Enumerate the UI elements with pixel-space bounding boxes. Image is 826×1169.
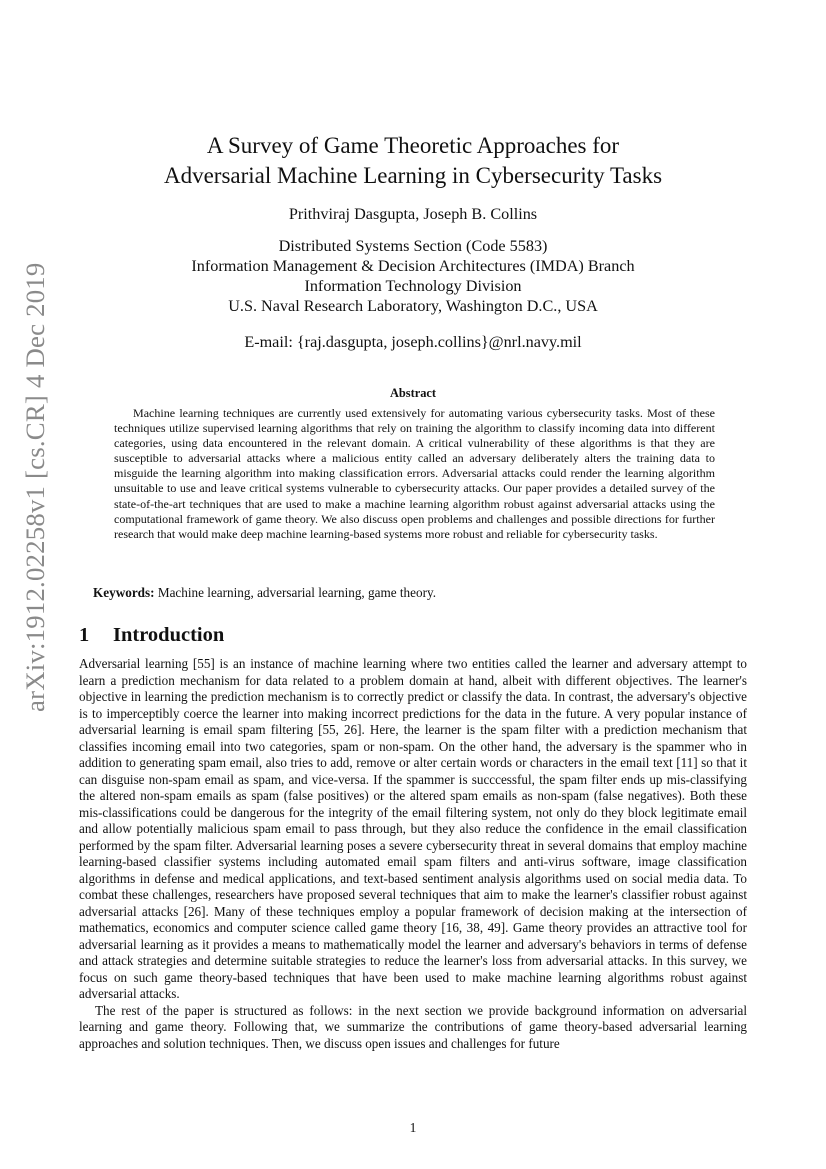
affiliation-line: U.S. Naval Research Laboratory, Washington D.C., USA [228, 297, 598, 315]
body-paragraph: The rest of the paper is structured as follows: in the next section we provide background information on adversarial learning and game theory. Following that, we summarize the contributions of game theory-based adversarial learning approaches and solution techniques. Then, we discuss open issues and challenges for future [79, 1002, 747, 1051]
body-paragraph: Adversarial learning [55] is an instance of machine learning where two entities called the learner and adversary attempt to learn a prediction mechanism for data related to a problem domain at hand, albeit with different objectives. The learner's objective in learning the prediction mechanism is to correctly predict or classify the data. In contrast, the adversary's objective is to imperceptibly coerce the learner into making incorrect predictions for the data in the future. A very popular instance of adversarial learning is email spam filtering [55, 26]. Here, the learner is the spam filter with a prediction mechanism that classifies incoming email into two categories, spam or non-spam. On the other hand, the adversary is the spammer who in addition to generating spam email, also tries to add, remove or alter certain words or characters in the email text [11] so that it can disguise non-spam email as spam, and vice-versa. If the spammer is succcessful, the spam filter ends up mis-classifying the altered non-spam emails as spam (false positives) or the altered spam emails as non-spam (false negatives). Both these mis-classifications could be dangerous for the integrity of the email filtering system, not only do they block legitimate email and allow potentially malicious spam email to pass through, but they also reduce the confidence in the email classification performed by the spam filter. Adversarial learning poses a severe cybersecurity threat in several domains that employ machine learning-based classifier systems including automated email spam filters and anti-virus software, image classification algorithms in defense and medical applications, and text-based sentiment analysis algorithms used on social media data. To combat these challenges, researchers have proposed several techniques that aim to make the learner's classifier robust against adversarial attacks [26]. Many of these techniques employ a popular framework of decision making at the intersection of mathematics, economics and computer science called game theory [16, 38, 49]. Game theory provides an attractive tool for adversarial learning as it provides a means to mathematically model the learner and adversary's behaviors in terms of defense and attack strategies and determine suitable strategies to reduce the learner's loss from adversarial attacks. In this survey, we focus on such game theory-based techniques that have been used to make machine learning algorithms robust against adversarial attacks. [79, 656, 747, 1001]
keywords-label: Keywords: [93, 585, 155, 600]
author-list: Prithviraj Dasgupta, Joseph B. Collins [288, 205, 538, 223]
affiliation-line: Distributed Systems Section (Code 5583) [278, 237, 548, 255]
section-number: 1 [79, 624, 90, 646]
keywords-text: Machine learning, adversarial learning, game theory. [157, 585, 437, 600]
section-body [79, 656, 747, 1052]
affiliation-block [0, 236, 826, 316]
arxiv-identifier-text: arXiv:1912.02258v1 [cs.CR] 4 Dec 2019 [20, 262, 50, 712]
section-title: Introduction [113, 624, 225, 646]
abstract-text: Machine learning techniques are currently used extensively for automating various cybersecurity tasks. Most of these techniques utilize supervised learning algorithms that rely on training the algorithm to classify incoming data into different categories, using data encountered in the relevant domain. A critical vulnerability of these algorithms is that they are susceptible to adversarial attacks where a malicious entity called an adversary deliberately alters the training data to misguide the learning algorithm into making classification errors. Adversarial attacks could render the learning algorithm unsuitable to use and leave critical systems vulnerable to cybersecurity attacks. Our paper provides a detailed survey of the state-of-the-art techniques that are used to make a machine learning algorithm robust against adversarial attacks using the computational framework of game theory. We also discuss open problems and challenges and possible directions for further research that would make deep machine learning-based systems more robust and reliable for cybersecurity tasks. [114, 406, 715, 541]
paper-title [0, 131, 826, 191]
abstract-heading: Abstract [389, 386, 437, 400]
page-number: 1 [409, 1120, 417, 1135]
affiliation-line: Information Technology Division [304, 277, 522, 295]
affiliation-line: Information Management & Decision Architectures (IMDA) Branch [191, 257, 635, 275]
title-line: A Survey of Game Theoretic Approaches for [206, 133, 620, 158]
keywords-line [93, 585, 743, 601]
section-heading [79, 624, 224, 647]
title-line: Adversarial Machine Learning in Cybersecurity Tasks [163, 163, 663, 188]
contact-email: E-mail: {raj.dasgupta, joseph.collins}@nrl.navy.mil [244, 333, 582, 351]
